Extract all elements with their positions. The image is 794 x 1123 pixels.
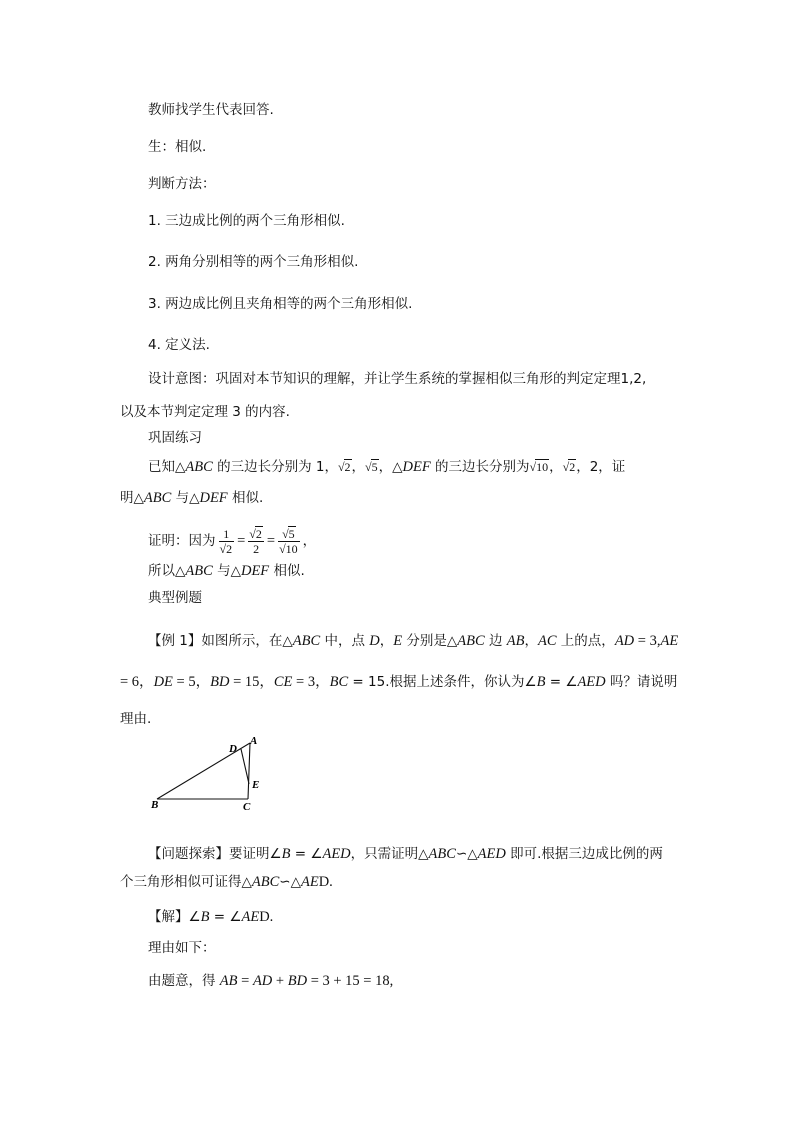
math-var: AED — [322, 846, 351, 862]
math-var: ABC — [457, 633, 485, 649]
text-span: 与△ — [212, 563, 241, 579]
text-span: 上的点， — [556, 633, 615, 649]
text-span: 中，点 — [320, 633, 370, 649]
label-c: C — [243, 801, 251, 813]
text-span: 已知△ — [148, 459, 186, 475]
radicand: 2 — [344, 460, 351, 474]
text-line: 4. 定义法. — [148, 337, 210, 353]
text-span: 分别是△ — [402, 633, 458, 649]
text-line: 生：相似. — [148, 139, 207, 155]
fraction — [278, 527, 300, 556]
text-span: 证明：因为 — [148, 533, 216, 549]
text-line: 以及本节判定定理 3 的内容. — [120, 404, 290, 420]
text-span: 【解】∠ — [148, 909, 201, 925]
text-span: 所以△ — [148, 563, 186, 579]
text-span: D. — [259, 909, 274, 925]
text-line — [148, 972, 393, 990]
math-var: AD — [614, 633, 635, 649]
radical: √10 — [529, 460, 549, 474]
text-line: 判断方法： — [148, 176, 216, 192]
math-var: CE — [273, 674, 293, 690]
math-var: DEF — [402, 459, 431, 475]
math-var: AC — [537, 633, 557, 649]
text-span: 相似. — [227, 490, 264, 506]
radicand: 2 — [569, 460, 576, 474]
denominator: 2 — [253, 541, 260, 556]
text-line: 理由. — [120, 711, 152, 727]
text-line — [148, 908, 273, 926]
text-span: ， — [379, 633, 394, 649]
equals-sign: = — [237, 533, 246, 549]
text-span: = 3 + 15 = 18, — [307, 973, 394, 989]
math-var: DEF — [240, 563, 270, 579]
text-line: 理由如下： — [148, 940, 216, 956]
text-line — [148, 562, 305, 580]
text-span: 吗？请说明 — [605, 674, 678, 690]
text-span: 【例 1】如图所示，在△ — [148, 633, 293, 649]
math-var: AB — [219, 973, 238, 989]
text-span: ，△ — [378, 459, 403, 475]
text-line: 典型例题 — [148, 590, 202, 606]
math-var: B — [200, 909, 210, 925]
math-var: ABC — [428, 846, 456, 862]
text-span: 个三角形相似可证得△ — [120, 874, 252, 890]
text-line — [148, 845, 663, 863]
math-var: ABC — [143, 490, 172, 506]
math-var: AED — [577, 674, 606, 690]
math-var: BD — [287, 973, 308, 989]
math-var: B — [536, 674, 546, 690]
example-line — [120, 673, 677, 691]
label-e: E — [252, 779, 260, 791]
text-line — [148, 458, 625, 476]
text-span: ∽△ — [455, 846, 478, 862]
math-var: DEF — [199, 490, 228, 506]
math-var: BC — [329, 674, 349, 690]
text-span: = 5， — [172, 674, 211, 690]
math-var: ABC — [185, 563, 213, 579]
text-line: 设计意图：巩固对本节知识的理解，并让学生系统的掌握相似三角形的判定定理1,2, — [148, 371, 647, 387]
math-var: AE — [660, 633, 679, 649]
text-span: ，只需证明△ — [350, 846, 429, 862]
segment-ba — [157, 743, 250, 799]
text-span: + — [272, 973, 288, 989]
label-b: B — [151, 799, 159, 811]
text-line: 2. 两角分别相等的两个三角形相似. — [148, 254, 359, 270]
text-line — [120, 873, 333, 891]
math-var: DE — [153, 674, 173, 690]
label-a: A — [250, 735, 258, 747]
math-var: D — [369, 633, 380, 649]
text-span: = ∠ — [545, 674, 578, 690]
radical: √2 — [562, 460, 576, 474]
text-line — [120, 489, 263, 507]
text-span: = 3， — [292, 674, 330, 690]
text-line: 3. 两边成比例且夹角相等的两个三角形相似. — [148, 296, 413, 312]
radicand: 5 — [371, 460, 378, 474]
math-var: ABC — [292, 633, 321, 649]
math-var: B — [281, 846, 291, 862]
fraction — [219, 527, 235, 556]
text-line: 巩固练习 — [148, 430, 202, 446]
denominator: √10 — [279, 541, 298, 556]
numerator: √2 — [249, 526, 262, 541]
text-span: 的三边长分别为 1， — [212, 459, 338, 475]
text-span: 边 — [484, 633, 507, 649]
text-line: 教师找学生代表回答. — [148, 102, 274, 118]
text-span: 即可.根据三边成比例的两 — [505, 846, 663, 862]
denominator: √2 — [219, 541, 233, 556]
text-span: ， — [351, 459, 366, 475]
equals-sign: = — [266, 533, 276, 549]
fraction — [248, 527, 264, 556]
radical: √2 — [337, 460, 351, 474]
math-var: AE — [300, 874, 319, 890]
text-span: 与△ — [171, 490, 200, 506]
label-d: D — [229, 743, 237, 755]
text-span: D. — [318, 874, 333, 890]
math-var: AED — [477, 846, 506, 862]
text-span: = — [237, 973, 253, 989]
text-span: = ∠ — [290, 846, 323, 862]
text-span: ∽△ — [279, 874, 301, 890]
text-span: ， — [549, 459, 563, 475]
text-span: = ∠ — [209, 909, 242, 925]
proof-line — [148, 524, 316, 558]
text-span: ， — [302, 533, 317, 549]
text-span: 由题意，得 — [148, 973, 220, 989]
math-var: E — [393, 633, 403, 649]
math-var: ABC — [251, 874, 280, 890]
example-line — [148, 632, 678, 650]
numerator: 1 — [219, 527, 235, 542]
radical: √5 — [365, 460, 378, 474]
text-span: = 15.根据上述条件，你认为∠ — [348, 674, 537, 690]
math-var: ABC — [185, 459, 213, 475]
text-span: = 15， — [229, 674, 274, 690]
text-span: = 6， — [120, 674, 154, 690]
math-var: BD — [210, 674, 230, 690]
text-span: 的三边长分别为 — [430, 459, 530, 475]
text-span: ，2，证 — [576, 459, 626, 475]
text-span: 相似. — [269, 563, 305, 579]
math-var: AE — [241, 909, 260, 925]
segment-ac — [248, 743, 250, 799]
numerator: √5 — [278, 527, 300, 542]
math-var: AD — [252, 973, 273, 989]
text-span: ， — [524, 633, 538, 649]
text-span: 【问题探索】要证明∠ — [148, 846, 282, 862]
segment-de — [241, 749, 249, 784]
math-var: AB — [506, 633, 525, 649]
text-line: 1. 三边成比例的两个三角形相似. — [148, 213, 345, 229]
radicand: 10 — [536, 460, 549, 474]
text-span: = 3, — [634, 633, 661, 649]
text-span: 明△ — [120, 490, 144, 506]
